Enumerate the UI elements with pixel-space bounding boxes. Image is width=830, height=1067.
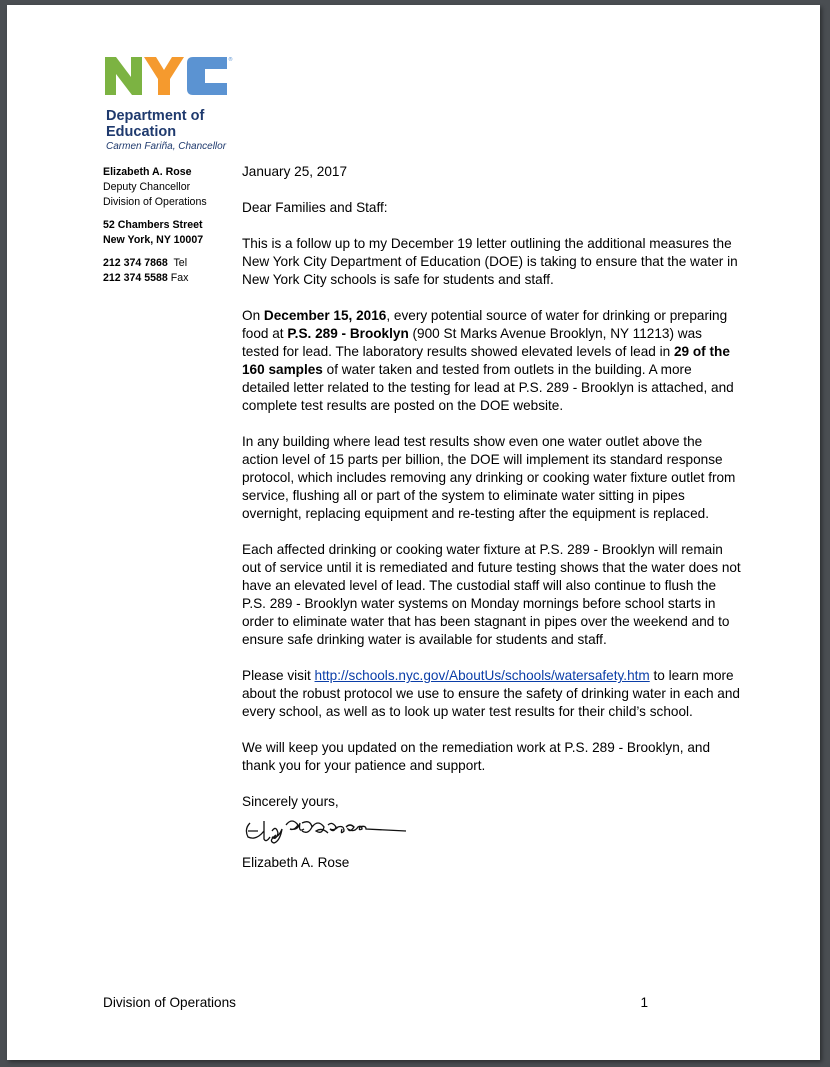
sample-count: 29 of the 160 samples	[242, 344, 730, 377]
tel-label: Tel	[173, 257, 188, 269]
city-address: New York, NY 10007	[103, 234, 204, 246]
fax-line	[103, 271, 233, 286]
text: On	[242, 308, 264, 323]
document-page	[7, 5, 820, 1060]
letter-body	[242, 163, 742, 872]
test-date: December 15, 2016	[263, 308, 387, 323]
sender-name: Elizabeth A. Rose	[103, 166, 192, 178]
department-name	[106, 108, 243, 140]
water-safety-link[interactable]: http://schools.nyc.gov/AboutUs/schools/watersafety.htm	[314, 668, 650, 683]
closing: Sincerely yours,	[242, 794, 339, 809]
paragraph-4: Each affected drinking or cooking water fixture at P.S. 289 - Brooklyn will remain out of service until it is remediated and future testing shows that the water does not have an elevated level of lead. The custodial staff will also continue to flush the P.S. 289 - Brooklyn water systems on Monday mornings before school starts in order to eliminate water that has been stagnant in pipes over the weekend and to ensure safe drinking water is available for students and staff.	[242, 542, 741, 647]
paragraph-5	[242, 667, 742, 721]
text: to learn more about the robust protocol we use to ensure the safety of drinking water in each and every school, as well as to look up water test results for their child’s school.	[242, 668, 740, 719]
sender-division: Division of Operations	[103, 196, 207, 208]
salutation: Dear Families and Staff:	[242, 200, 388, 215]
department-line-1: Department of	[106, 108, 205, 124]
fax-label: Fax	[170, 272, 189, 284]
letter-date: January 25, 2017	[242, 164, 348, 179]
text: of water taken and tested from outlets in the building. A more detailed letter related to the testing for lead at P.S. 289 - Brooklyn is attached, and complete test results are posted on the DOE website.	[242, 362, 734, 413]
page-number: 1	[640, 995, 648, 1010]
paragraph-6: We will keep you updated on the remediation work at P.S. 289 - Brooklyn, and thank you for your patience and support.	[242, 740, 711, 773]
signature-icon	[242, 813, 422, 847]
page-footer	[103, 995, 648, 1010]
tel-number: 212 374 7868	[103, 257, 168, 269]
nyc-doe-logo	[103, 53, 243, 152]
sender-title: Deputy Chancellor	[103, 181, 191, 193]
paragraph-3: In any building where lead test results show even one water outlet above the action level of 15 parts per billion, the DOE will implement its standard response protocol, which includes removing any drinking or cooking water fixture outlet from service, flushing all or part of the system to eliminate water sitting in pipes overnight, replacing equipment and re-testing after the equipment is replaced.	[242, 434, 736, 521]
signer-name: Elizabeth A. Rose	[242, 855, 350, 870]
street-address: 52 Chambers Street	[103, 219, 203, 231]
text: Please visit	[242, 668, 315, 683]
chancellor-name: Carmen Fariña, Chancellor	[106, 141, 227, 152]
text: (900 St Marks Avenue Brooklyn, NY 11213) was tested for lead. The laboratory results showed elevated levels of lead in	[242, 326, 702, 359]
svg-text:®: ®	[228, 57, 233, 63]
paragraph-2	[242, 307, 742, 415]
text: , every potential source of water for drinking or preparing food at	[242, 308, 728, 341]
telephone-line	[103, 256, 233, 271]
fax-number: 212 374 5588	[103, 272, 168, 284]
school-name: P.S. 289 - Brooklyn	[287, 326, 409, 341]
nyc-logo-icon	[103, 53, 233, 99]
sender-info-sidebar	[103, 165, 233, 286]
department-line-2: Education	[106, 124, 177, 140]
footer-division: Division of Operations	[103, 995, 236, 1010]
paragraph-1: This is a follow up to my December 19 letter outlining the additional measures the New York City Department of Education (DOE) is taking to ensure that the water in New York City schools is safe for students and staff.	[242, 236, 738, 287]
